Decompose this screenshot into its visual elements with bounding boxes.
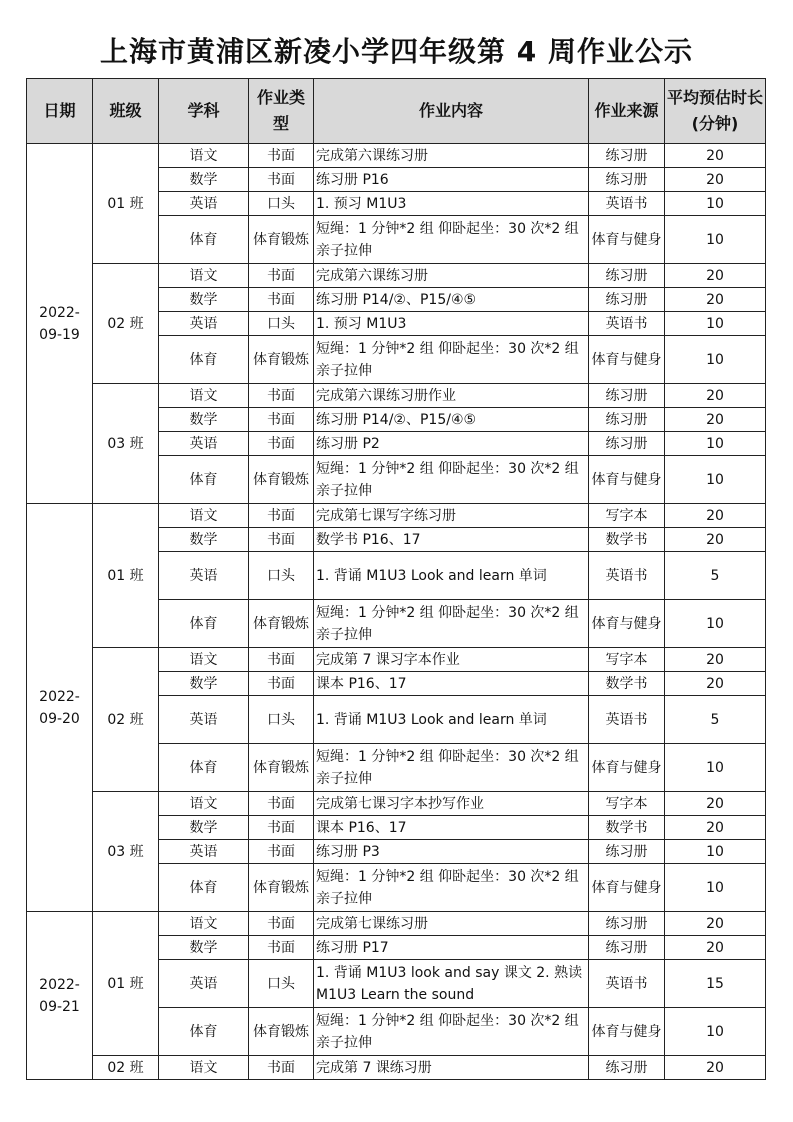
minutes-cell: 20 (665, 288, 766, 312)
table-row (27, 912, 766, 936)
subject-cell: 数学 (159, 528, 249, 552)
type-cell: 书面 (249, 288, 314, 312)
source-cell: 体育与健身 (589, 864, 665, 912)
type-cell: 口头 (249, 552, 314, 600)
subject-cell: 体育 (159, 864, 249, 912)
minutes-cell: 10 (665, 456, 766, 504)
subject-cell: 英语 (159, 552, 249, 600)
source-cell: 英语书 (589, 696, 665, 744)
subject-cell: 语文 (159, 144, 249, 168)
minutes-cell: 20 (665, 816, 766, 840)
header-content: 作业内容 (314, 79, 589, 144)
subject-cell: 数学 (159, 672, 249, 696)
source-cell: 练习册 (589, 432, 665, 456)
class-cell: 01 班 (93, 912, 159, 1056)
type-cell: 书面 (249, 1056, 314, 1080)
source-cell: 英语书 (589, 192, 665, 216)
source-cell: 写字本 (589, 648, 665, 672)
content-cell: 短绳：1 分钟*2 组 仰卧起坐：30 次*2 组 亲子拉伸 (314, 1008, 589, 1056)
subject-cell: 数学 (159, 936, 249, 960)
homework-table (26, 78, 766, 1080)
table-row (27, 648, 766, 672)
subject-cell: 语文 (159, 1056, 249, 1080)
class-cell: 03 班 (93, 792, 159, 912)
class-cell: 02 班 (93, 264, 159, 384)
source-cell: 练习册 (589, 144, 665, 168)
source-cell: 数学书 (589, 816, 665, 840)
subject-cell: 数学 (159, 816, 249, 840)
content-cell: 1. 预习 M1U3 (314, 192, 589, 216)
header-source: 作业来源 (589, 79, 665, 144)
minutes-cell: 10 (665, 864, 766, 912)
content-cell: 1. 背诵 M1U3 Look and learn 单词 (314, 696, 589, 744)
table-row (27, 504, 766, 528)
source-cell: 写字本 (589, 792, 665, 816)
content-cell: 完成第 7 课习字本作业 (314, 648, 589, 672)
source-cell: 数学书 (589, 528, 665, 552)
minutes-cell: 20 (665, 528, 766, 552)
date-cell: 2022-09-19 (27, 144, 93, 504)
source-cell: 写字本 (589, 504, 665, 528)
minutes-cell: 10 (665, 600, 766, 648)
class-cell: 03 班 (93, 384, 159, 504)
content-cell: 练习册 P14/②、P15/④⑤ (314, 288, 589, 312)
type-cell: 书面 (249, 792, 314, 816)
content-cell: 短绳：1 分钟*2 组 仰卧起坐：30 次*2 组 亲子拉伸 (314, 744, 589, 792)
subject-cell: 英语 (159, 192, 249, 216)
content-cell: 课本 P16、17 (314, 816, 589, 840)
type-cell: 口头 (249, 312, 314, 336)
type-cell: 体育锻炼 (249, 456, 314, 504)
type-cell: 书面 (249, 264, 314, 288)
source-cell: 练习册 (589, 168, 665, 192)
table-row (27, 792, 766, 816)
date-cell: 2022-09-20 (27, 504, 93, 912)
header-minutes: 平均预估时长(分钟) (665, 79, 766, 144)
source-cell: 体育与健身 (589, 336, 665, 384)
minutes-cell: 10 (665, 744, 766, 792)
source-cell: 体育与健身 (589, 600, 665, 648)
source-cell: 练习册 (589, 936, 665, 960)
source-cell: 练习册 (589, 264, 665, 288)
class-cell: 01 班 (93, 144, 159, 264)
type-cell: 书面 (249, 912, 314, 936)
minutes-cell: 20 (665, 408, 766, 432)
source-cell: 体育与健身 (589, 744, 665, 792)
subject-cell: 语文 (159, 384, 249, 408)
source-cell: 体育与健身 (589, 216, 665, 264)
source-cell: 练习册 (589, 1056, 665, 1080)
table-row (27, 384, 766, 408)
minutes-cell: 20 (665, 912, 766, 936)
type-cell: 书面 (249, 168, 314, 192)
type-cell: 书面 (249, 672, 314, 696)
subject-cell: 体育 (159, 600, 249, 648)
header-type: 作业类型 (249, 79, 314, 144)
type-cell: 书面 (249, 816, 314, 840)
table-row (27, 264, 766, 288)
page-title: 上海市黄浦区新凌小学四年级第 4 周作业公示 (100, 35, 693, 68)
content-cell: 练习册 P14/②、P15/④⑤ (314, 408, 589, 432)
content-cell: 1. 背诵 M1U3 look and say 课文 2. 熟读 M1U3 Learn the sound (314, 960, 589, 1008)
content-cell: 完成第六课练习册作业 (314, 384, 589, 408)
subject-cell: 语文 (159, 912, 249, 936)
header-subject: 学科 (159, 79, 249, 144)
type-cell: 体育锻炼 (249, 1008, 314, 1056)
content-cell: 练习册 P17 (314, 936, 589, 960)
header-date: 日期 (27, 79, 93, 144)
minutes-cell: 10 (665, 192, 766, 216)
subject-cell: 语文 (159, 792, 249, 816)
subject-cell: 数学 (159, 168, 249, 192)
subject-cell: 英语 (159, 432, 249, 456)
content-cell: 完成第六课练习册 (314, 264, 589, 288)
type-cell: 书面 (249, 504, 314, 528)
subject-cell: 体育 (159, 336, 249, 384)
minutes-cell: 20 (665, 648, 766, 672)
type-cell: 口头 (249, 960, 314, 1008)
content-cell: 完成第七课练习册 (314, 912, 589, 936)
content-cell: 完成第六课练习册 (314, 144, 589, 168)
table-row (27, 144, 766, 168)
subject-cell: 英语 (159, 960, 249, 1008)
content-cell: 1. 预习 M1U3 (314, 312, 589, 336)
class-cell: 01 班 (93, 504, 159, 648)
minutes-cell: 20 (665, 936, 766, 960)
minutes-cell: 20 (665, 144, 766, 168)
subject-cell: 数学 (159, 408, 249, 432)
content-cell: 短绳：1 分钟*2 组 仰卧起坐：30 次*2 组 亲子拉伸 (314, 456, 589, 504)
minutes-cell: 20 (665, 1056, 766, 1080)
source-cell: 体育与健身 (589, 1008, 665, 1056)
subject-cell: 体育 (159, 216, 249, 264)
minutes-cell: 10 (665, 336, 766, 384)
minutes-cell: 10 (665, 1008, 766, 1056)
minutes-cell: 20 (665, 504, 766, 528)
subject-cell: 英语 (159, 312, 249, 336)
subject-cell: 体育 (159, 1008, 249, 1056)
content-cell: 练习册 P3 (314, 840, 589, 864)
minutes-cell: 20 (665, 264, 766, 288)
subject-cell: 语文 (159, 648, 249, 672)
source-cell: 练习册 (589, 408, 665, 432)
header-class: 班级 (93, 79, 159, 144)
content-cell: 短绳：1 分钟*2 组 仰卧起坐：30 次*2 组 亲子拉伸 (314, 336, 589, 384)
type-cell: 体育锻炼 (249, 216, 314, 264)
source-cell: 练习册 (589, 840, 665, 864)
source-cell: 英语书 (589, 960, 665, 1008)
minutes-cell: 20 (665, 792, 766, 816)
minutes-cell: 5 (665, 552, 766, 600)
content-cell: 1. 背诵 M1U3 Look and learn 单词 (314, 552, 589, 600)
source-cell: 英语书 (589, 552, 665, 600)
type-cell: 书面 (249, 840, 314, 864)
subject-cell: 体育 (159, 744, 249, 792)
source-cell: 练习册 (589, 912, 665, 936)
content-cell: 数学书 P16、17 (314, 528, 589, 552)
class-cell: 02 班 (93, 648, 159, 792)
minutes-cell: 10 (665, 840, 766, 864)
content-cell: 完成第 7 课练习册 (314, 1056, 589, 1080)
header-row (27, 79, 766, 144)
source-cell: 数学书 (589, 672, 665, 696)
date-cell: 2022-09-21 (27, 912, 93, 1080)
type-cell: 口头 (249, 696, 314, 744)
type-cell: 书面 (249, 144, 314, 168)
content-cell: 课本 P16、17 (314, 672, 589, 696)
type-cell: 书面 (249, 432, 314, 456)
subject-cell: 语文 (159, 264, 249, 288)
type-cell: 体育锻炼 (249, 600, 314, 648)
source-cell: 练习册 (589, 288, 665, 312)
minutes-cell: 20 (665, 384, 766, 408)
type-cell: 体育锻炼 (249, 864, 314, 912)
minutes-cell: 5 (665, 696, 766, 744)
class-cell: 02 班 (93, 1056, 159, 1080)
content-cell: 短绳：1 分钟*2 组 仰卧起坐：30 次*2 组 亲子拉伸 (314, 216, 589, 264)
minutes-cell: 10 (665, 216, 766, 264)
content-cell: 完成第七课写字练习册 (314, 504, 589, 528)
content-cell: 练习册 P16 (314, 168, 589, 192)
subject-cell: 体育 (159, 456, 249, 504)
type-cell: 书面 (249, 408, 314, 432)
content-cell: 完成第七课习字本抄写作业 (314, 792, 589, 816)
minutes-cell: 20 (665, 672, 766, 696)
table-row (27, 1056, 766, 1080)
content-cell: 短绳：1 分钟*2 组 仰卧起坐：30 次*2 组 亲子拉伸 (314, 600, 589, 648)
type-cell: 书面 (249, 648, 314, 672)
type-cell: 体育锻炼 (249, 744, 314, 792)
minutes-cell: 10 (665, 312, 766, 336)
minutes-cell: 10 (665, 432, 766, 456)
table-body (27, 144, 766, 1080)
type-cell: 书面 (249, 384, 314, 408)
type-cell: 书面 (249, 528, 314, 552)
subject-cell: 英语 (159, 840, 249, 864)
subject-cell: 英语 (159, 696, 249, 744)
source-cell: 体育与健身 (589, 456, 665, 504)
content-cell: 短绳：1 分钟*2 组 仰卧起坐：30 次*2 组 亲子拉伸 (314, 864, 589, 912)
table-header (27, 79, 766, 144)
content-cell: 练习册 P2 (314, 432, 589, 456)
subject-cell: 数学 (159, 288, 249, 312)
type-cell: 书面 (249, 936, 314, 960)
source-cell: 练习册 (589, 384, 665, 408)
subject-cell: 语文 (159, 504, 249, 528)
type-cell: 体育锻炼 (249, 336, 314, 384)
type-cell: 口头 (249, 192, 314, 216)
source-cell: 英语书 (589, 312, 665, 336)
minutes-cell: 15 (665, 960, 766, 1008)
minutes-cell: 20 (665, 168, 766, 192)
